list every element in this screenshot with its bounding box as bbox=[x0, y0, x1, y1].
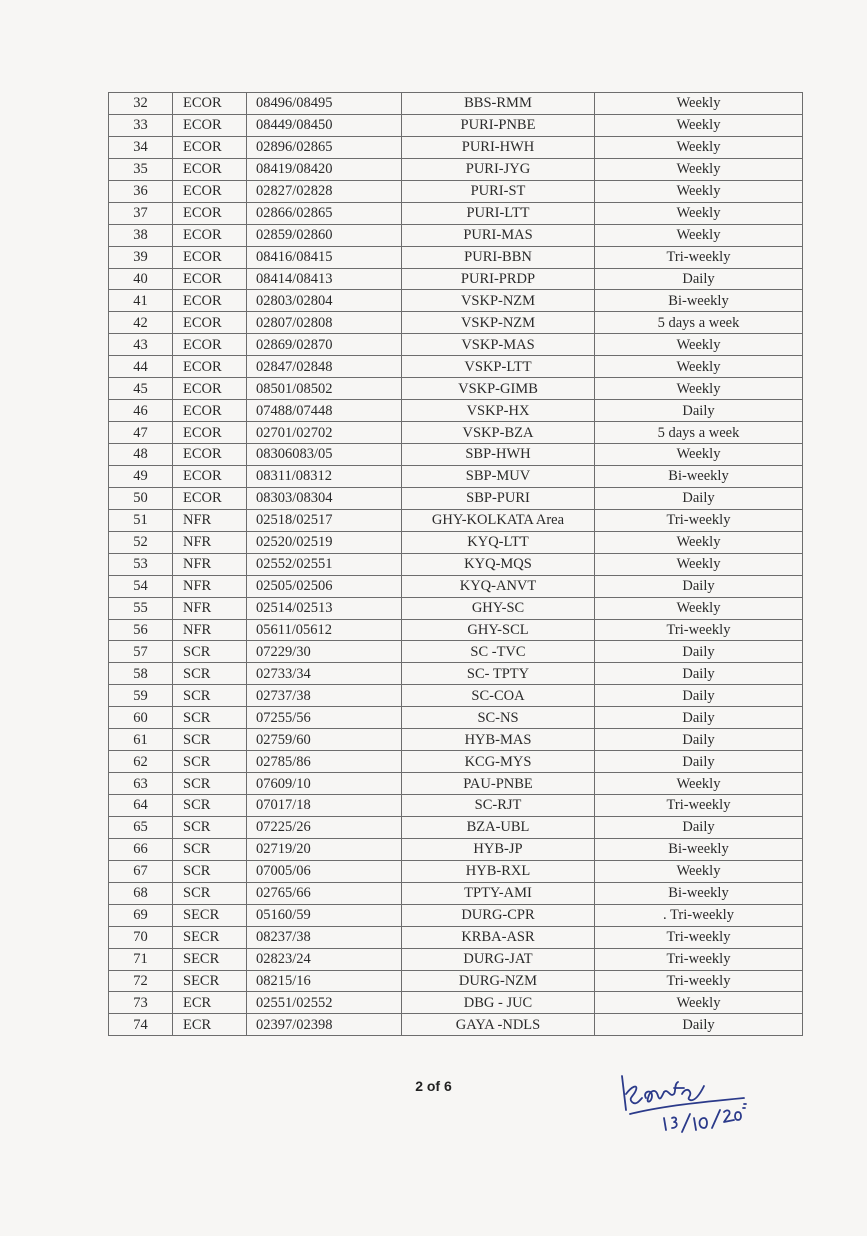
row-number-cell: 72 bbox=[109, 970, 173, 992]
frequency-cell: Weekly bbox=[595, 93, 803, 115]
train-number-cell: 02520/02519 bbox=[247, 531, 402, 553]
frequency-cell: Tri-weekly bbox=[595, 509, 803, 531]
train-number-cell: 02719/20 bbox=[247, 838, 402, 860]
train-number-cell: 08311/08312 bbox=[247, 465, 402, 487]
train-number-cell: 02847/02848 bbox=[247, 356, 402, 378]
frequency-cell: Tri-weekly bbox=[595, 970, 803, 992]
frequency-cell: . Tri-weekly bbox=[595, 904, 803, 926]
railway-zone-cell: NFR bbox=[173, 509, 247, 531]
train-number-cell: 02518/02517 bbox=[247, 509, 402, 531]
route-cell: KYQ-ANVT bbox=[402, 575, 595, 597]
table-row bbox=[109, 136, 803, 158]
route-cell: VSKP-LTT bbox=[402, 356, 595, 378]
route-cell: SC- TPTY bbox=[402, 663, 595, 685]
train-number-cell: 08501/08502 bbox=[247, 378, 402, 400]
route-cell: DURG-NZM bbox=[402, 970, 595, 992]
frequency-cell: Daily bbox=[595, 816, 803, 838]
route-cell: SC -TVC bbox=[402, 641, 595, 663]
row-number-cell: 61 bbox=[109, 729, 173, 751]
route-cell: VSKP-NZM bbox=[402, 312, 595, 334]
row-number-cell: 70 bbox=[109, 926, 173, 948]
railway-zone-cell: SCR bbox=[173, 729, 247, 751]
train-number-cell: 02733/34 bbox=[247, 663, 402, 685]
train-number-cell: 02866/02865 bbox=[247, 202, 402, 224]
train-number-cell: 07609/10 bbox=[247, 773, 402, 795]
frequency-cell: 5 days a week bbox=[595, 422, 803, 444]
table-row bbox=[109, 531, 803, 553]
train-number-cell: 08496/08495 bbox=[247, 93, 402, 115]
railway-zone-cell: NFR bbox=[173, 619, 247, 641]
route-cell: VSKP-MAS bbox=[402, 334, 595, 356]
railway-zone-cell: SCR bbox=[173, 816, 247, 838]
row-number-cell: 38 bbox=[109, 224, 173, 246]
train-number-cell: 07005/06 bbox=[247, 860, 402, 882]
railway-zone-cell: SCR bbox=[173, 707, 247, 729]
train-number-cell: 08303/08304 bbox=[247, 487, 402, 509]
frequency-cell: Daily bbox=[595, 268, 803, 290]
frequency-cell: Weekly bbox=[595, 553, 803, 575]
frequency-cell: Weekly bbox=[595, 158, 803, 180]
frequency-cell: Weekly bbox=[595, 334, 803, 356]
row-number-cell: 36 bbox=[109, 180, 173, 202]
frequency-cell: Weekly bbox=[595, 597, 803, 619]
route-cell: VSKP-NZM bbox=[402, 290, 595, 312]
route-cell: DURG-JAT bbox=[402, 948, 595, 970]
train-number-cell: 02737/38 bbox=[247, 685, 402, 707]
train-number-cell: 07229/30 bbox=[247, 641, 402, 663]
railway-zone-cell: NFR bbox=[173, 597, 247, 619]
table-row bbox=[109, 641, 803, 663]
route-cell: BBS-RMM bbox=[402, 93, 595, 115]
table-row bbox=[109, 224, 803, 246]
route-cell: PAU-PNBE bbox=[402, 773, 595, 795]
route-cell: PURI-HWH bbox=[402, 136, 595, 158]
railway-zone-cell: SCR bbox=[173, 773, 247, 795]
train-number-cell: 02701/02702 bbox=[247, 422, 402, 444]
row-number-cell: 64 bbox=[109, 795, 173, 817]
table-body bbox=[109, 93, 803, 1036]
route-cell: SBP-MUV bbox=[402, 465, 595, 487]
railway-zone-cell: ECOR bbox=[173, 268, 247, 290]
railway-zone-cell: ECOR bbox=[173, 487, 247, 509]
row-number-cell: 67 bbox=[109, 860, 173, 882]
route-cell: PURI-JYG bbox=[402, 158, 595, 180]
row-number-cell: 63 bbox=[109, 773, 173, 795]
train-number-cell: 05611/05612 bbox=[247, 619, 402, 641]
table-row bbox=[109, 860, 803, 882]
railway-zone-cell: ECR bbox=[173, 1014, 247, 1036]
railway-zone-cell: ECOR bbox=[173, 158, 247, 180]
special-trains-table bbox=[108, 92, 803, 1036]
railway-zone-cell: ECOR bbox=[173, 378, 247, 400]
table-row bbox=[109, 246, 803, 268]
train-number-cell: 02551/02552 bbox=[247, 992, 402, 1014]
row-number-cell: 53 bbox=[109, 553, 173, 575]
train-number-cell: 02896/02865 bbox=[247, 136, 402, 158]
railway-zone-cell: SCR bbox=[173, 641, 247, 663]
train-number-cell: 07225/26 bbox=[247, 816, 402, 838]
railway-zone-cell: NFR bbox=[173, 531, 247, 553]
frequency-cell: Weekly bbox=[595, 114, 803, 136]
row-number-cell: 39 bbox=[109, 246, 173, 268]
railway-zone-cell: SCR bbox=[173, 882, 247, 904]
route-cell: SC-COA bbox=[402, 685, 595, 707]
frequency-cell: Bi-weekly bbox=[595, 838, 803, 860]
railway-zone-cell: SCR bbox=[173, 685, 247, 707]
train-number-cell: 02785/86 bbox=[247, 751, 402, 773]
frequency-cell: Daily bbox=[595, 575, 803, 597]
route-cell: SBP-PURI bbox=[402, 487, 595, 509]
frequency-cell: Bi-weekly bbox=[595, 465, 803, 487]
table-row bbox=[109, 948, 803, 970]
table-row bbox=[109, 444, 803, 466]
route-cell: TPTY-AMI bbox=[402, 882, 595, 904]
railway-zone-cell: ECOR bbox=[173, 400, 247, 422]
table-row bbox=[109, 378, 803, 400]
table-row bbox=[109, 334, 803, 356]
train-number-cell: 08419/08420 bbox=[247, 158, 402, 180]
frequency-cell: Daily bbox=[595, 487, 803, 509]
route-cell: VSKP-HX bbox=[402, 400, 595, 422]
table-row bbox=[109, 158, 803, 180]
table-row bbox=[109, 1014, 803, 1036]
railway-zone-cell: ECOR bbox=[173, 444, 247, 466]
route-cell: DBG - JUC bbox=[402, 992, 595, 1014]
row-number-cell: 41 bbox=[109, 290, 173, 312]
railway-zone-cell: ECOR bbox=[173, 465, 247, 487]
frequency-cell: Tri-weekly bbox=[595, 795, 803, 817]
railway-zone-cell: SCR bbox=[173, 663, 247, 685]
frequency-cell: Weekly bbox=[595, 860, 803, 882]
railway-zone-cell: SCR bbox=[173, 795, 247, 817]
train-number-cell: 07017/18 bbox=[247, 795, 402, 817]
row-number-cell: 55 bbox=[109, 597, 173, 619]
row-number-cell: 51 bbox=[109, 509, 173, 531]
railway-zone-cell: SECR bbox=[173, 904, 247, 926]
railway-zone-cell: ECOR bbox=[173, 93, 247, 115]
route-cell: SC-RJT bbox=[402, 795, 595, 817]
train-number-cell: 08306083/05 bbox=[247, 444, 402, 466]
table-row bbox=[109, 290, 803, 312]
table-row bbox=[109, 180, 803, 202]
route-cell: BZA-UBL bbox=[402, 816, 595, 838]
frequency-cell: Weekly bbox=[595, 992, 803, 1014]
train-number-cell: 02859/02860 bbox=[247, 224, 402, 246]
table-row bbox=[109, 268, 803, 290]
row-number-cell: 74 bbox=[109, 1014, 173, 1036]
route-cell: GHY-KOLKATA Area bbox=[402, 509, 595, 531]
table-row bbox=[109, 114, 803, 136]
table-row bbox=[109, 597, 803, 619]
route-cell: GHY-SC bbox=[402, 597, 595, 619]
frequency-cell: Daily bbox=[595, 707, 803, 729]
row-number-cell: 56 bbox=[109, 619, 173, 641]
row-number-cell: 46 bbox=[109, 400, 173, 422]
table-row bbox=[109, 992, 803, 1014]
table-row bbox=[109, 575, 803, 597]
table-row bbox=[109, 707, 803, 729]
frequency-cell: Weekly bbox=[595, 224, 803, 246]
frequency-cell: Weekly bbox=[595, 444, 803, 466]
route-cell: PURI-LTT bbox=[402, 202, 595, 224]
row-number-cell: 45 bbox=[109, 378, 173, 400]
row-number-cell: 69 bbox=[109, 904, 173, 926]
row-number-cell: 40 bbox=[109, 268, 173, 290]
train-number-cell: 02827/02828 bbox=[247, 180, 402, 202]
route-cell: KYQ-MQS bbox=[402, 553, 595, 575]
route-cell: KRBA-ASR bbox=[402, 926, 595, 948]
railway-zone-cell: SECR bbox=[173, 926, 247, 948]
table-row bbox=[109, 904, 803, 926]
route-cell: KCG-MYS bbox=[402, 751, 595, 773]
frequency-cell: Weekly bbox=[595, 136, 803, 158]
railway-zone-cell: ECOR bbox=[173, 246, 247, 268]
train-number-cell: 07255/56 bbox=[247, 707, 402, 729]
frequency-cell: Daily bbox=[595, 685, 803, 707]
table-row bbox=[109, 487, 803, 509]
train-number-cell: 08237/38 bbox=[247, 926, 402, 948]
frequency-cell: Weekly bbox=[595, 773, 803, 795]
table-row bbox=[109, 312, 803, 334]
row-number-cell: 48 bbox=[109, 444, 173, 466]
row-number-cell: 34 bbox=[109, 136, 173, 158]
railway-zone-cell: SCR bbox=[173, 838, 247, 860]
railway-zone-cell: ECOR bbox=[173, 136, 247, 158]
railway-zone-cell: SECR bbox=[173, 948, 247, 970]
frequency-cell: Bi-weekly bbox=[595, 882, 803, 904]
row-number-cell: 71 bbox=[109, 948, 173, 970]
frequency-cell: Weekly bbox=[595, 180, 803, 202]
frequency-cell: Tri-weekly bbox=[595, 926, 803, 948]
row-number-cell: 58 bbox=[109, 663, 173, 685]
row-number-cell: 37 bbox=[109, 202, 173, 224]
route-cell: GAYA -NDLS bbox=[402, 1014, 595, 1036]
route-cell: GHY-SCL bbox=[402, 619, 595, 641]
railway-zone-cell: SCR bbox=[173, 860, 247, 882]
frequency-cell: Tri-weekly bbox=[595, 246, 803, 268]
table-row bbox=[109, 729, 803, 751]
row-number-cell: 73 bbox=[109, 992, 173, 1014]
railway-zone-cell: ECOR bbox=[173, 422, 247, 444]
row-number-cell: 59 bbox=[109, 685, 173, 707]
row-number-cell: 47 bbox=[109, 422, 173, 444]
route-cell: PURI-PNBE bbox=[402, 114, 595, 136]
table-row bbox=[109, 926, 803, 948]
train-number-cell: 02823/24 bbox=[247, 948, 402, 970]
train-number-cell: 02765/66 bbox=[247, 882, 402, 904]
row-number-cell: 52 bbox=[109, 531, 173, 553]
table-row bbox=[109, 751, 803, 773]
railway-zone-cell: ECOR bbox=[173, 114, 247, 136]
row-number-cell: 49 bbox=[109, 465, 173, 487]
train-number-cell: 08215/16 bbox=[247, 970, 402, 992]
frequency-cell: Daily bbox=[595, 1014, 803, 1036]
railway-zone-cell: SCR bbox=[173, 751, 247, 773]
table-row bbox=[109, 882, 803, 904]
table-row bbox=[109, 465, 803, 487]
frequency-cell: Weekly bbox=[595, 531, 803, 553]
route-cell: PURI-MAS bbox=[402, 224, 595, 246]
train-number-cell: 02397/02398 bbox=[247, 1014, 402, 1036]
train-number-cell: 07488/07448 bbox=[247, 400, 402, 422]
row-number-cell: 50 bbox=[109, 487, 173, 509]
table-row bbox=[109, 202, 803, 224]
route-cell: HYB-JP bbox=[402, 838, 595, 860]
frequency-cell: Bi-weekly bbox=[595, 290, 803, 312]
row-number-cell: 66 bbox=[109, 838, 173, 860]
frequency-cell: Daily bbox=[595, 641, 803, 663]
route-cell: SC-NS bbox=[402, 707, 595, 729]
frequency-cell: Weekly bbox=[595, 356, 803, 378]
handwritten-signature bbox=[612, 1048, 762, 1138]
train-number-cell: 02869/02870 bbox=[247, 334, 402, 356]
row-number-cell: 60 bbox=[109, 707, 173, 729]
route-cell: VSKP-BZA bbox=[402, 422, 595, 444]
table-row bbox=[109, 970, 803, 992]
train-number-cell: 02552/02551 bbox=[247, 553, 402, 575]
train-number-cell: 02759/60 bbox=[247, 729, 402, 751]
row-number-cell: 35 bbox=[109, 158, 173, 180]
route-cell: PURI-ST bbox=[402, 180, 595, 202]
route-cell: HYB-RXL bbox=[402, 860, 595, 882]
railway-zone-cell: ECOR bbox=[173, 356, 247, 378]
frequency-cell: Tri-weekly bbox=[595, 948, 803, 970]
table-row bbox=[109, 93, 803, 115]
train-number-cell: 02505/02506 bbox=[247, 575, 402, 597]
row-number-cell: 33 bbox=[109, 114, 173, 136]
row-number-cell: 44 bbox=[109, 356, 173, 378]
table-row bbox=[109, 838, 803, 860]
train-number-cell: 02514/02513 bbox=[247, 597, 402, 619]
train-number-cell: 02807/02808 bbox=[247, 312, 402, 334]
train-number-cell: 08416/08415 bbox=[247, 246, 402, 268]
table-row bbox=[109, 685, 803, 707]
table-row bbox=[109, 619, 803, 641]
train-number-cell: 05160/59 bbox=[247, 904, 402, 926]
table-row bbox=[109, 816, 803, 838]
frequency-cell: 5 days a week bbox=[595, 312, 803, 334]
railway-zone-cell: ECOR bbox=[173, 202, 247, 224]
route-cell: PURI-PRDP bbox=[402, 268, 595, 290]
railway-zone-cell: ECOR bbox=[173, 312, 247, 334]
route-cell: HYB-MAS bbox=[402, 729, 595, 751]
table-row bbox=[109, 509, 803, 531]
table-row bbox=[109, 663, 803, 685]
route-cell: VSKP-GIMB bbox=[402, 378, 595, 400]
table-row bbox=[109, 795, 803, 817]
frequency-cell: Daily bbox=[595, 729, 803, 751]
route-cell: SBP-HWH bbox=[402, 444, 595, 466]
train-number-cell: 08414/08413 bbox=[247, 268, 402, 290]
railway-zone-cell: ECOR bbox=[173, 290, 247, 312]
page-number: 2 of 6 bbox=[415, 1078, 452, 1094]
railway-zone-cell: ECOR bbox=[173, 180, 247, 202]
table-row bbox=[109, 400, 803, 422]
row-number-cell: 62 bbox=[109, 751, 173, 773]
row-number-cell: 57 bbox=[109, 641, 173, 663]
frequency-cell: Tri-weekly bbox=[595, 619, 803, 641]
row-number-cell: 54 bbox=[109, 575, 173, 597]
route-cell: KYQ-LTT bbox=[402, 531, 595, 553]
row-number-cell: 65 bbox=[109, 816, 173, 838]
route-cell: PURI-BBN bbox=[402, 246, 595, 268]
frequency-cell: Daily bbox=[595, 400, 803, 422]
frequency-cell: Daily bbox=[595, 751, 803, 773]
frequency-cell: Weekly bbox=[595, 378, 803, 400]
railway-zone-cell: ECOR bbox=[173, 334, 247, 356]
train-number-cell: 02803/02804 bbox=[247, 290, 402, 312]
table-row bbox=[109, 422, 803, 444]
table-row bbox=[109, 553, 803, 575]
frequency-cell: Daily bbox=[595, 663, 803, 685]
frequency-cell: Weekly bbox=[595, 202, 803, 224]
railway-zone-cell: SECR bbox=[173, 970, 247, 992]
train-number-cell: 08449/08450 bbox=[247, 114, 402, 136]
row-number-cell: 43 bbox=[109, 334, 173, 356]
route-cell: DURG-CPR bbox=[402, 904, 595, 926]
railway-zone-cell: NFR bbox=[173, 575, 247, 597]
railway-zone-cell: ECOR bbox=[173, 224, 247, 246]
table-row bbox=[109, 773, 803, 795]
row-number-cell: 32 bbox=[109, 93, 173, 115]
row-number-cell: 42 bbox=[109, 312, 173, 334]
railway-zone-cell: ECR bbox=[173, 992, 247, 1014]
railway-zone-cell: NFR bbox=[173, 553, 247, 575]
row-number-cell: 68 bbox=[109, 882, 173, 904]
table-row bbox=[109, 356, 803, 378]
